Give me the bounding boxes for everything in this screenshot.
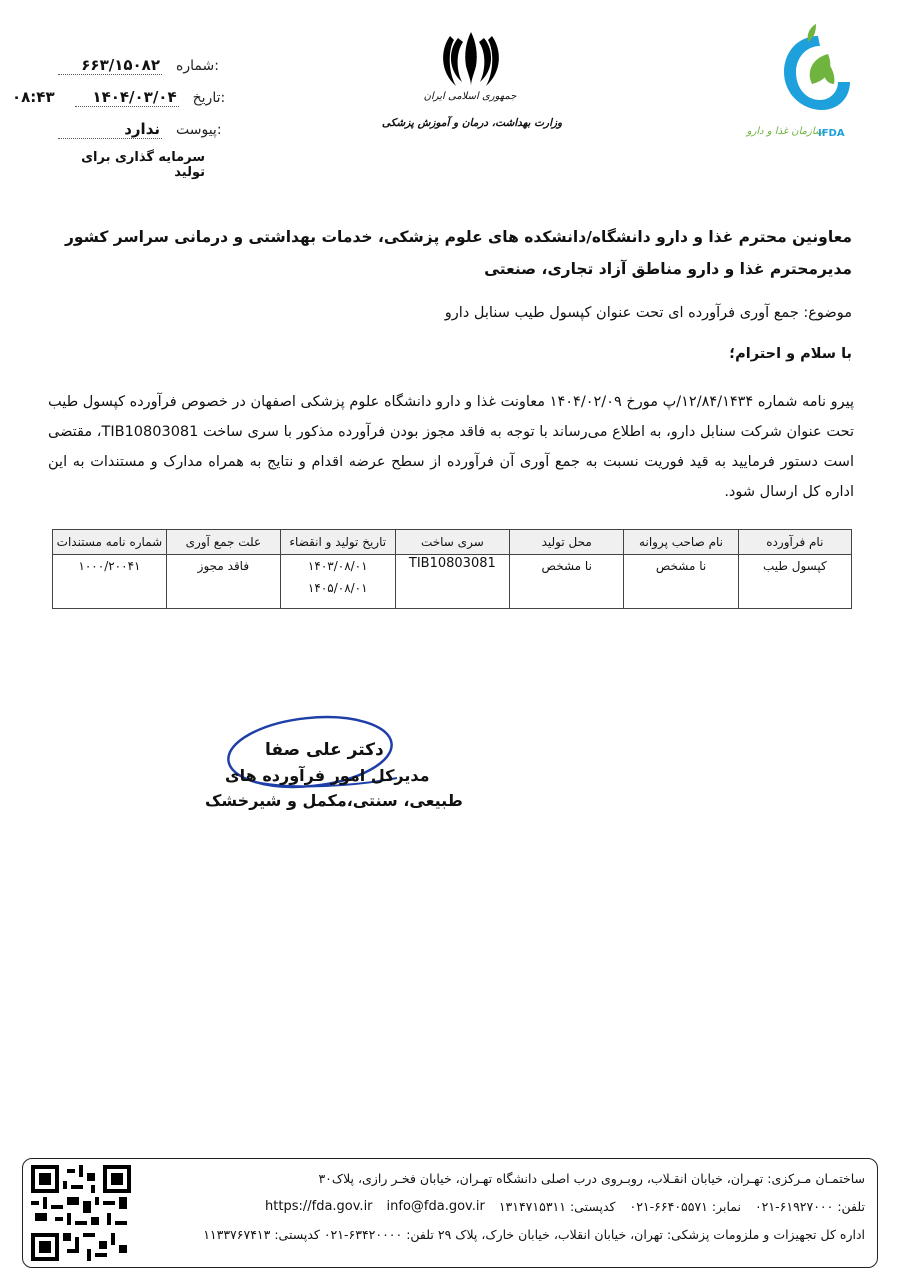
ifda-logo-icon xyxy=(768,24,868,124)
cell-exp-date: ۱۴۰۵/۰۸/۰۱ xyxy=(307,581,368,595)
letter-number-label: شماره: xyxy=(176,58,219,74)
footer-phone: تلفن: ۶۱۹۲۷۰۰۰-۰۲۱ xyxy=(754,1199,865,1214)
emblem-line-1: جمهوری اسلامی ایران xyxy=(423,91,517,102)
col-header-reason: علت جمع آوری xyxy=(166,530,280,555)
emblem-line-2: وزارت بهداشت، درمان و آموزش پزشکی xyxy=(381,117,563,129)
footer-branch-address: اداره کل تجهیزات و ملزومات پزشکی: تهران، خیابان انقلاب، خیابان خارک، پلاک ۲۹ تلفن: ۶۳۴۲۰۰۰۰-۰۲۱ کدپستی: ۱۱۳۳۷۶۷۴۱۳ xyxy=(203,1227,865,1242)
signer-name: دکتر علی صفا xyxy=(265,740,384,760)
department-note: سرمایه گذاری برای تولید xyxy=(81,150,205,180)
attachment-label: پیوست: xyxy=(176,122,222,138)
signer-title-2: طبیعی، سنتی،مکمل و شیرخشک xyxy=(205,791,463,810)
cell-license-holder: نا مشخص xyxy=(624,555,738,609)
recall-table xyxy=(52,529,852,609)
col-header-product: نام فرآورده xyxy=(738,530,851,555)
iran-emblem-icon xyxy=(438,28,504,90)
cell-product: کپسول طیب xyxy=(738,555,851,609)
col-header-doc-number: شماره نامه مستندات xyxy=(53,530,167,555)
cell-production-site: نا مشخص xyxy=(510,555,624,609)
letter-number-row xyxy=(58,56,219,75)
greeting: با سلام و احترام؛ xyxy=(729,346,852,362)
qr-code-icon xyxy=(31,1165,131,1261)
attachment-row xyxy=(58,120,222,139)
cell-doc-number: ۱۰۰۰/۲۰۰۴۱ xyxy=(53,555,167,609)
col-header-dates: تاریخ تولید و انقضاء xyxy=(280,530,395,555)
footer-address: ساختمـان مـرکزی: تهـران، خیابان انقـلاب، روبـروی درب اصلی دانشگاه تهـران، خیابان فخـر رازی، پلاک۳۰ xyxy=(318,1171,865,1186)
col-header-batch: سری ساخت xyxy=(395,530,509,555)
footer-email-link[interactable]: info@fda.gov.ir xyxy=(386,1199,485,1214)
col-header-license-holder: نام صاحب پروانه xyxy=(624,530,738,555)
cell-reason: فاقد مجوز xyxy=(166,555,280,609)
addressee-line-2: مدیرمحترم غذا و دارو مناطق آزاد تجاری، صنعتی xyxy=(484,260,852,278)
body-paragraph: پیرو نامه شماره ۱۲/۸۴/۱۴۳۴/پ مورخ ۱۴۰۴/۰۲/۰۹ معاونت غذا و دارو دانشگاه علوم پزشکی اصفهان در خصوص فرآورده کپسول طیب تحت عنوان شرکت سنابل دارو، به اطلاع می‌رساند با توجه به فاقد مجوز بودن فرآورده مذکور با سری ساخت TIB10803081، مقتضی است دستور فرمایید به قید فوریت نسبت به جمع آوری آن فرآورده از سطح عرضه اقدام و نتایج به همراه مدارک و مستندات به این اداره کل ارسال شود. xyxy=(48,394,855,500)
col-header-production-site: محل تولید xyxy=(510,530,624,555)
footer-fax: نمابر: ۶۶۴۰۵۵۷۱-۰۲۱ xyxy=(629,1199,741,1214)
letter-date: ۱۴۰۴/۰۳/۰۴ xyxy=(75,88,179,107)
subject: موضوع: جمع آوری فرآورده ای تحت عنوان کپسول طیب سنابل دارو xyxy=(444,305,852,321)
cell-mfg-date: ۱۴۰۳/۰۸/۰۱ xyxy=(307,559,368,573)
footer-box xyxy=(22,1158,878,1268)
attachment-value: ندارد xyxy=(58,120,162,139)
footer-contacts xyxy=(265,1199,865,1214)
footer-website-link[interactable]: https://fda.gov.ir xyxy=(265,1199,373,1214)
table-row xyxy=(53,555,852,609)
letter-date-row xyxy=(10,88,225,107)
ifda-abbr: IFDA xyxy=(818,128,845,139)
cell-batch: TIB10803081 xyxy=(395,555,509,609)
table-header-row xyxy=(53,530,852,555)
signer-title-1: مدیرکل امور فرآورده های xyxy=(225,766,430,785)
footer-postal: کدپستی: ۱۳۱۴۷۱۵۳۱۱ xyxy=(498,1199,616,1214)
letter-number: ۶۶۳/۱۵۰۸۲ xyxy=(58,56,162,75)
ifda-text: سازمان غذا و دارو xyxy=(746,126,824,137)
letter-time: ۰۸:۴۳ xyxy=(12,88,55,106)
addressee-line-1: معاونین محترم غذا و دارو دانشگاه/دانشکده های علوم پزشکی، خدمات بهداشتی و درمانی سراسر کشور xyxy=(64,228,852,246)
cell-dates xyxy=(280,555,395,609)
letter-date-label: تاریخ: xyxy=(192,90,226,106)
